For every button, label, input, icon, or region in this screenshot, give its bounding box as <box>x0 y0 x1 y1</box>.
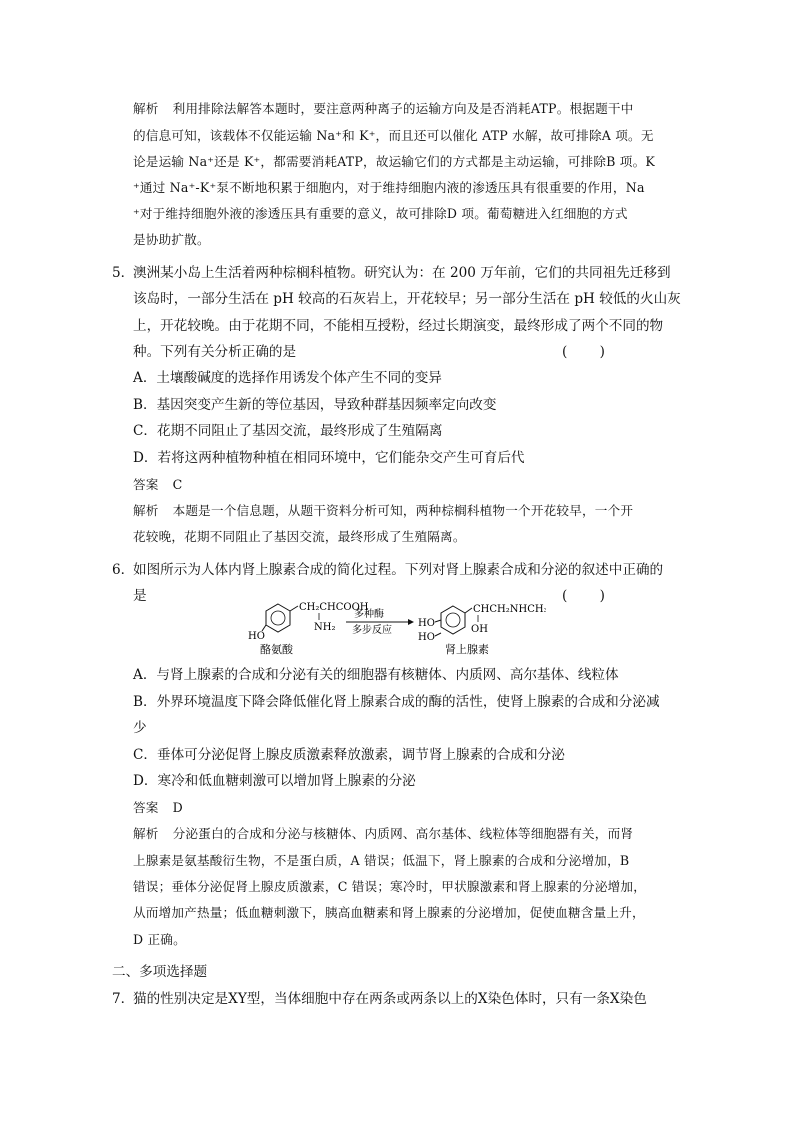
q4-analysis-line-6: 是协助扩散。 <box>133 232 210 247</box>
q4-analysis-line-3: 论是运输 Na⁺还是 K⁺，都需要消耗ATP，故运输它们的方式都是主动运输，可排除B 项。K <box>133 154 655 169</box>
q6-option-b-cont: 少 <box>133 720 147 736</box>
q5-answer: 答案 C <box>133 477 183 492</box>
q6-analysis-line-4: 从而增加产热量；低血糖刺激下，胰高血糖素和肾上腺素的分泌增加，促使血糖含量上升， <box>133 905 645 920</box>
q4-analysis-line-4: ⁺通过 Na⁺-K⁺泵不断地积累于细胞内，对于维持细胞内液的渗透压具有很重要的作用，Na <box>133 180 645 195</box>
arrow-label-steps: 多步反应 <box>352 625 392 636</box>
q6-answer: 答案 D <box>133 800 183 815</box>
q5-stem-line-3: 上，开花较晚。由于花期不同，不能相互授粉，经过长期演变，最终形成了两个不同的物 <box>133 318 664 334</box>
q5-answer-blank: ( ) <box>562 344 619 360</box>
adrenaline-label: 肾上腺素 <box>445 643 489 656</box>
adrenaline-ring-circle <box>446 613 460 627</box>
q6-answer-blank: ( ) <box>562 588 619 604</box>
q6-answer-value: D <box>172 800 183 815</box>
q6-option-b: B．外界环境温度下降会降低催化肾上腺素合成的酶的活性，使肾上腺素的合成和分泌减 <box>133 694 660 710</box>
tyrosine-side-chain: CH₂CHCOOH <box>299 602 369 613</box>
adrenaline-bond-chain <box>465 608 472 613</box>
adrenaline-ho-2: HO <box>418 632 435 643</box>
synthesis-diagram <box>246 600 546 658</box>
tyrosine-benzene-ring <box>266 604 290 632</box>
tyrosine-ring-circle <box>271 611 285 625</box>
q5-analysis-line-2: 花较晚，花期不同阻止了基因交流，最终形成了生殖隔离。 <box>133 529 466 544</box>
q5-analysis-line-1: 解析 本题是一个信息题，从题干资料分析可知，两种棕榈科植物一个开花较早，一个开 <box>133 503 634 518</box>
q6-option-d: D．寒冷和低血糖刺激可以增加肾上腺素的分泌 <box>133 773 416 789</box>
q6-analysis-line-2: 上腺素是氨基酸衍生物，不是蛋白质，A 错误；低温下，肾上腺素的合成和分泌增加，B <box>133 853 630 868</box>
q5-option-c: C．花期不同阻止了基因交流，最终形成了生殖隔离 <box>133 423 443 439</box>
adrenaline-benzene-ring <box>441 606 465 634</box>
adrenaline-oh: OH <box>471 624 488 635</box>
q7-stem-line-1: 猫的性别决定是XY型，当体细胞中存在两条或两条以上的X染色体时，只有一条X染色 <box>133 991 647 1007</box>
q5-option-b: B．基因突变产生新的等位基因，导致种群基因频率定向改变 <box>133 397 497 413</box>
q5-stem-line-2: 该岛时，一部分生活在 pH 较高的石灰岩上，开花较早；另一部分生活在 pH 较低的火山灰 <box>133 291 681 307</box>
q4-analysis-line-2: 的信息可知，该载体不仅能运输 Na⁺和 K⁺，而且还可以催化 ATP 水解，故可排除A 项。无 <box>133 128 654 143</box>
q6-analysis-line-1: 解析 分泌蛋白的合成和分泌与核糖体、内质网、高尔基体、线粒体等细胞器有关，而肾 <box>133 826 634 841</box>
q6-stem-line-1: 如图所示为人体内肾上腺素合成的简化过程。下列对肾上腺素合成和分泌的叙述中正确的 <box>133 562 664 578</box>
q6-analysis-line-5: D 正确。 <box>133 932 186 947</box>
q6-option-a: A．与肾上腺素的合成和分泌有关的细胞器有核糖体、内质网、高尔基体、线粒体 <box>133 667 619 683</box>
tyrosine-label: 酪氨酸 <box>260 643 293 656</box>
adrenaline-bond-ho2 <box>435 633 441 636</box>
section-heading-multiple-choice: 二、多项选择题 <box>112 964 208 980</box>
q6-stem-line-2: 是 <box>133 588 147 604</box>
q6-option-c: C．垂体可分泌促肾上腺皮质激素释放激素，调节肾上腺素的合成和分泌 <box>133 747 565 763</box>
q5-option-a: A．土壤酸碱度的选择作用诱发个体产生不同的变异 <box>133 370 442 386</box>
q5-option-d: D．若将这两种植物种植在相同环境中，它们能杂交产生可育后代 <box>133 450 525 466</box>
q5-number: 5． <box>112 265 135 281</box>
arrow-label-enzymes: 多种酶 <box>354 609 384 620</box>
q4-analysis-line-5: ⁺对于维持细胞外液的渗透压具有重要的意义，故可排除D 项。葡萄糖进入红细胞的方式 <box>133 206 628 221</box>
tyrosine-ho: HO <box>248 631 265 642</box>
tyrosine-nh2: NH₂ <box>314 622 336 633</box>
q5-stem-line-1: 澳洲某小岛上生活着两种棕榈科植物。研究认为：在 200 万年前，它们的共同祖先迁移到 <box>133 265 671 281</box>
adrenaline-bond-ho1 <box>435 620 441 622</box>
adrenaline-side-chain: CHCH₂NHCH₃ <box>473 604 546 615</box>
q4-analysis-line-1: 解析 利用排除法解答本题时，要注意两种离子的运输方向及是否消耗ATP。根据题干中 <box>133 101 634 116</box>
q5-answer-value: C <box>172 477 183 492</box>
reaction-arrow-head <box>408 619 414 625</box>
q5-stem-line-4: 种。下列有关分析正确的是 <box>133 344 297 360</box>
tyrosine-bond-chain <box>290 606 298 611</box>
analysis-label: 解析 <box>133 101 159 116</box>
q7-number: 7． <box>112 991 135 1007</box>
adrenaline-ho-1: HO <box>418 618 435 629</box>
q6-number: 6． <box>112 562 135 578</box>
q6-analysis-line-3: 错误；垂体分泌促肾上腺皮质激素，C 错误；寒冷时，甲状腺激素和肾上腺素的分泌增加， <box>133 879 646 894</box>
synthesis-diagram-svg <box>246 600 546 658</box>
